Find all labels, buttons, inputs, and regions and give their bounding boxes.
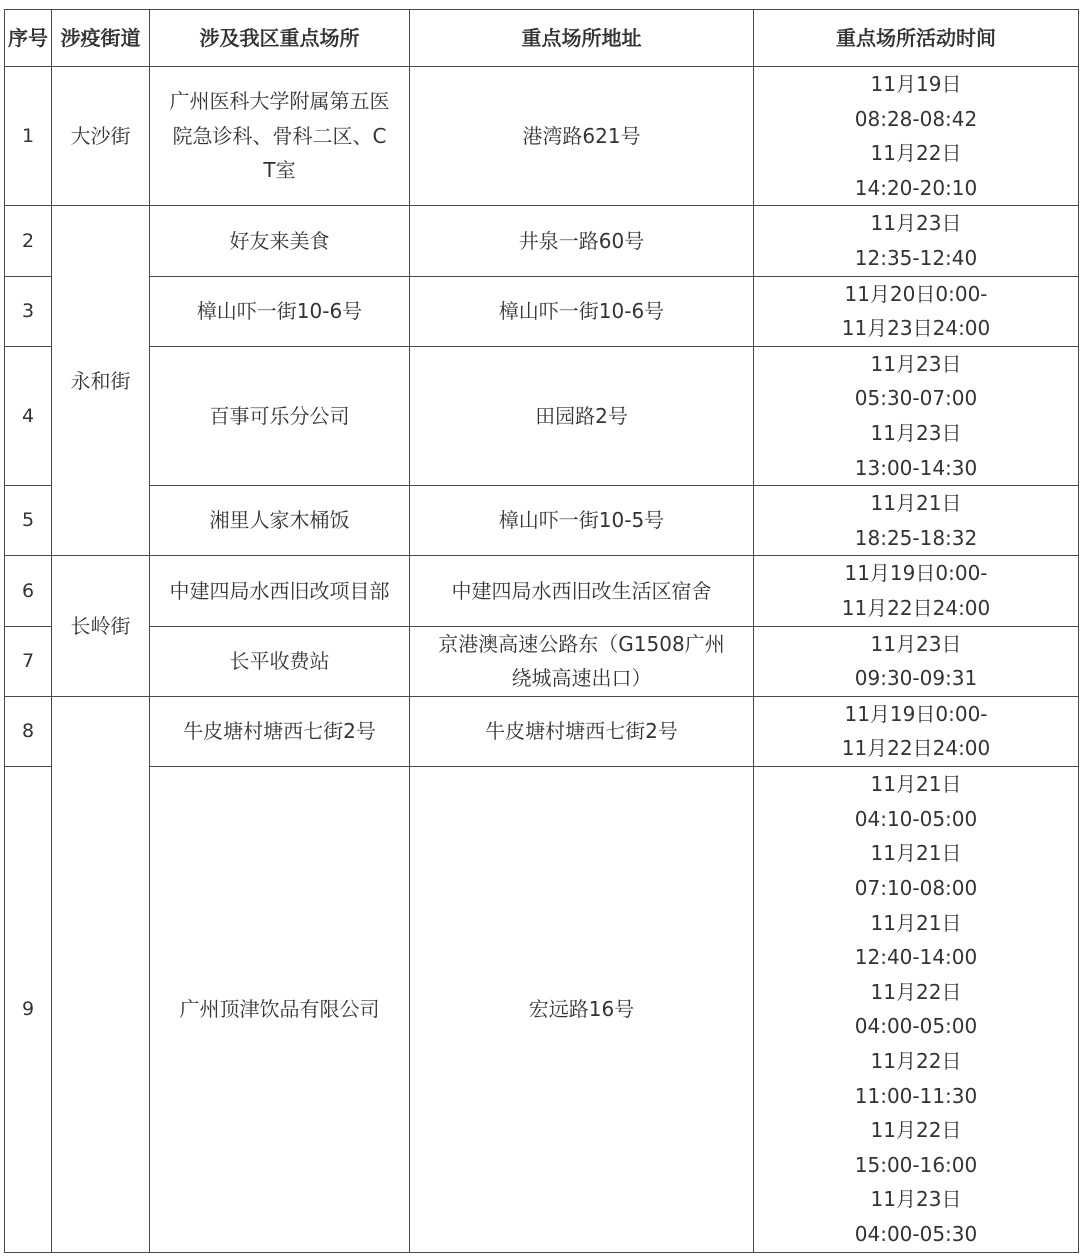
table-row [5,206,1079,276]
time-line: 11月21日 [870,491,962,516]
address-cell [410,206,754,276]
time-line: 11月23日 [870,631,962,656]
time-line: 12:35-12:40 [854,245,978,270]
time-cell [754,626,1079,696]
table-row [5,67,1079,206]
address-cell [410,556,754,626]
time-line: 04:00-05:00 [854,1014,978,1039]
header-street: 涉疫街道 [52,10,150,67]
row-number: 9 [5,766,52,1252]
time-line: 11月19日 [870,72,962,96]
place-line: 广州医科大学附属第五医 [169,89,390,114]
header-place: 涉及我区重点场所 [150,10,410,67]
header-address: 重点场所地址 [410,10,754,67]
row-number: 1 [5,67,52,206]
time-line: 11月22日 [870,141,962,166]
time-line: 11月22日 [870,979,962,1004]
time-cell [754,67,1079,206]
time-line: 11月21日 [870,910,962,935]
address-cell [410,276,754,346]
place-line: 中建四局水西旧改项目部 [169,578,390,603]
time-cell [754,276,1079,346]
time-line: 04:00-05:30 [854,1221,978,1246]
street-cell-empty [52,696,150,1252]
row-number: 8 [5,696,52,766]
key-locations-table [4,9,1079,1253]
address-line: 牛皮塘村塘西七街2号 [485,718,678,743]
place-cell [150,206,410,276]
header-time: 重点场所活动时间 [754,10,1079,67]
row-number: 4 [5,346,52,485]
place-cell [150,696,410,766]
place-line: 牛皮塘村塘西七街2号 [183,718,376,743]
address-cell [410,626,754,696]
place-line: T室 [263,158,296,183]
row-number: 3 [5,276,52,346]
row-number: 5 [5,486,52,556]
time-cell [754,346,1079,485]
time-line: 11月21日 [870,772,962,797]
address-line: 中建四局水西旧改生活区宿舍 [451,578,712,603]
table-row [5,696,1079,766]
time-cell [754,556,1079,626]
address-cell [410,346,754,485]
place-cell [150,766,410,1252]
address-line: 井泉一路60号 [518,228,645,253]
address-line: 樟山吓一街10-5号 [498,508,665,533]
place-line: 院急诊科、骨科二区、C [172,123,387,148]
time-line: 11月23日 [870,1187,962,1212]
time-line: 11月19日0:00- [844,701,988,726]
time-line: 11:00-11:30 [854,1083,978,1108]
address-cell [410,766,754,1252]
time-line: 08:28-08:42 [854,106,978,131]
time-line: 11月23日24:00 [841,316,991,341]
place-line: 湘里人家木桶饭 [209,508,350,533]
time-line: 11月20日0:00- [844,281,988,306]
time-line: 15:00-16:00 [854,1152,978,1177]
time-line: 14:20-20:10 [854,175,978,200]
time-line: 11月22日24:00 [841,736,991,761]
time-line: 18:25-18:32 [854,525,978,550]
time-line: 11月23日 [870,420,962,445]
place-line: 长平收费站 [229,648,330,673]
address-cell [410,696,754,766]
place-cell [150,556,410,626]
time-line: 11月22日24:00 [841,595,991,620]
time-cell [754,206,1079,276]
table-row [5,766,1079,1252]
place-cell [150,67,410,206]
time-line: 09:30-09:31 [854,666,978,691]
place-line: 樟山吓一街10-6号 [196,298,363,323]
place-line: 好友来美食 [229,228,330,253]
time-line: 11月23日 [870,211,962,236]
time-line: 04:10-05:00 [854,806,978,831]
row-number: 2 [5,206,52,276]
header-row [5,10,1079,67]
time-cell [754,766,1079,1252]
address-line: 宏远路16号 [528,997,635,1022]
time-line: 11月21日 [870,841,962,866]
table-row [5,486,1079,556]
table-row [5,276,1079,346]
table-row [5,626,1079,696]
street-cell: 永和街 [52,206,150,556]
place-cell [150,276,410,346]
header-seq: 序号 [5,10,52,67]
address-line: 港湾路621号 [522,123,641,148]
time-cell [754,486,1079,556]
table-container [4,9,1079,1253]
time-line: 13:00-14:30 [854,455,978,480]
place-line: 广州顶津饮品有限公司 [179,997,380,1022]
time-cell [754,696,1079,766]
address-line: 京港澳高速公路东（G1508广州 [438,631,725,656]
time-line: 11月22日 [870,1118,962,1143]
place-cell [150,626,410,696]
table-row [5,346,1079,485]
time-line: 11月23日 [870,351,962,376]
row-number: 6 [5,556,52,626]
address-cell [410,486,754,556]
street-cell: 长岭街 [52,556,150,696]
address-line: 绕城高速出口） [511,666,652,691]
street-cell: 大沙街 [52,67,150,206]
table-row [5,556,1079,626]
time-line: 05:30-07:00 [854,386,978,411]
address-cell [410,67,754,206]
place-cell [150,486,410,556]
time-line: 12:40-14:00 [854,945,978,970]
address-line: 樟山吓一街10-6号 [498,298,665,323]
time-line: 07:10-08:00 [854,876,978,900]
row-number: 7 [5,626,52,696]
place-cell [150,346,410,485]
time-line: 11月19日0:00- [844,561,988,586]
place-line: 百事可乐分公司 [209,403,350,428]
time-line: 11月22日 [870,1048,962,1073]
address-line: 田园路2号 [535,403,628,428]
